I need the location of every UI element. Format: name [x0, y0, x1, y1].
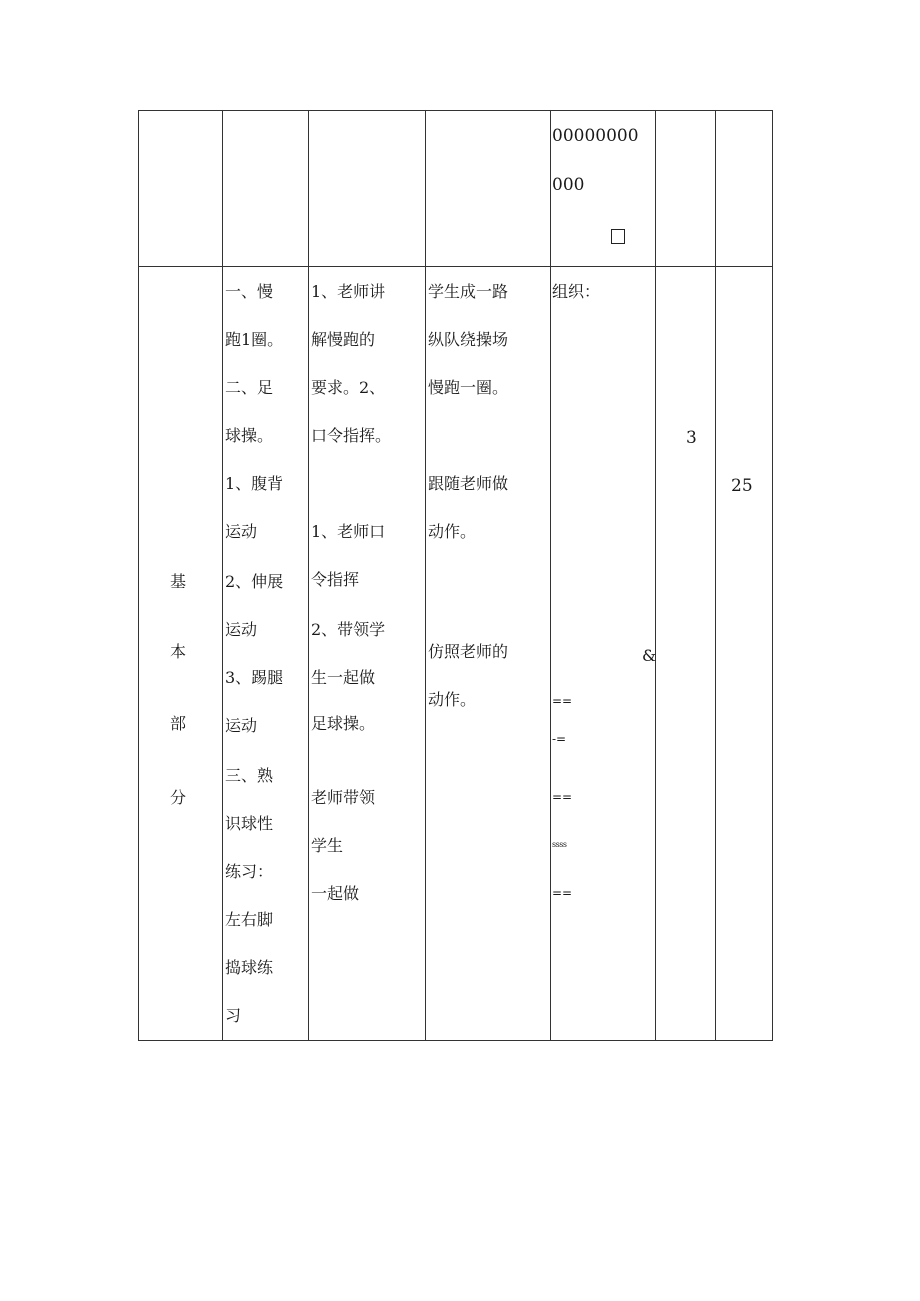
organization-label: 组织： — [552, 282, 601, 301]
teacher-activity-line: 2、带领学 — [311, 620, 386, 639]
content-line: 二、足 — [225, 378, 274, 397]
content-line: 运动 — [225, 716, 258, 735]
column-divider — [222, 110, 223, 1041]
formation-mark: -= — [552, 732, 567, 746]
table-top-border — [138, 110, 773, 111]
column-divider — [425, 110, 426, 1041]
formation-mark: == — [552, 790, 573, 804]
section-name-char: 基 — [170, 572, 187, 591]
student-activity-line: 学生成一路 — [428, 282, 509, 301]
teacher-activity-line: 要求。2、 — [311, 378, 386, 397]
teacher-activity-line: 1、老师口 — [311, 522, 386, 541]
teacher-activity-line: 生一起做 — [311, 668, 376, 687]
content-line: 运动 — [225, 620, 258, 639]
section-name-char: 分 — [170, 788, 187, 807]
column-divider — [550, 110, 551, 1041]
formation-mark: == — [552, 694, 573, 708]
teacher-activity-line: 1、老师讲 — [311, 282, 386, 301]
content-line: 1、腹背 — [225, 474, 284, 493]
table-row-divider — [138, 266, 773, 267]
table-right-border — [772, 110, 773, 1041]
minutes-value: 25 — [731, 476, 753, 496]
content-line: 运动 — [225, 522, 258, 541]
content-line: 三、熟 — [225, 766, 274, 785]
content-line: 左右脚 — [225, 910, 274, 929]
content-line: 识球性 — [225, 814, 274, 833]
column-divider — [308, 110, 309, 1041]
formation-mark: == — [552, 886, 573, 900]
student-activity-line: 动作。 — [428, 690, 477, 709]
content-line: 一、慢 — [225, 282, 274, 301]
teacher-activity-line: 学生 — [311, 836, 344, 855]
student-activity-line: 慢跑一圈。 — [428, 378, 509, 397]
section-name-char: 本 — [170, 642, 187, 661]
table-bottom-border — [138, 1040, 773, 1041]
org-formation-line-2: 000 — [552, 175, 585, 195]
content-line: 球操。 — [225, 426, 274, 445]
content-line: 练习： — [225, 862, 274, 881]
section-name-char: 部 — [170, 714, 187, 733]
square-box-icon — [611, 229, 625, 244]
teacher-activity-line: 老师带领 — [311, 788, 376, 807]
teacher-activity-line: 足球操。 — [311, 714, 376, 733]
content-line: 跑1圈。 — [225, 330, 284, 349]
organization-amp-mark: & — [642, 646, 657, 665]
teacher-activity-line: 令指挥 — [311, 570, 360, 589]
student-activity-line: 动作。 — [428, 522, 477, 541]
table-left-border — [138, 110, 139, 1041]
org-formation-line-1: 00000000 — [552, 126, 639, 146]
student-activity-line: 跟随老师做 — [428, 474, 509, 493]
times-value: 3 — [686, 428, 697, 448]
student-activity-line: 仿照老师的 — [428, 642, 509, 661]
column-divider — [715, 110, 716, 1041]
content-line: 2、伸展 — [225, 572, 284, 591]
teacher-activity-line: 一起做 — [311, 884, 360, 903]
content-line: 捣球练 — [225, 958, 274, 977]
student-activity-line: 纵队绕操场 — [428, 330, 509, 349]
teacher-activity-line: 解慢跑的 — [311, 330, 376, 349]
teacher-activity-line: 口令指挥。 — [311, 426, 392, 445]
content-line: 习 — [225, 1006, 242, 1025]
formation-mark: ssss — [552, 840, 567, 849]
content-line: 3、踢腿 — [225, 668, 284, 687]
column-divider — [655, 110, 656, 1041]
